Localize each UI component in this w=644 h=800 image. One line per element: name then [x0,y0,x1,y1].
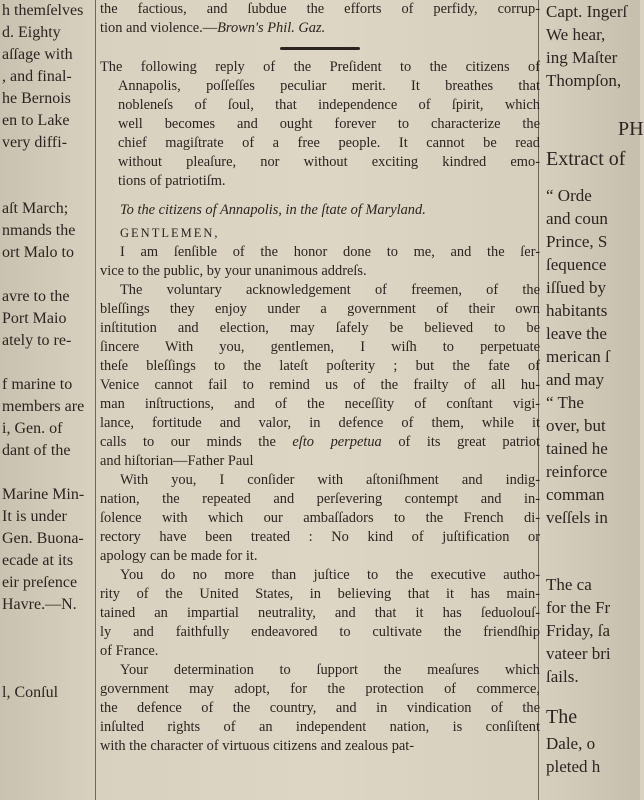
text-line: bleſſings they enjoy under a government of their own [100,301,540,317]
text-line: ſails. [546,667,579,686]
intro-paragraph [100,58,540,191]
text-line: Venice cannot fail to remind us of the frailty of all hu- [100,377,540,393]
text-line: aſſage with [2,46,73,63]
text-line: reinforce [546,462,608,481]
text-line: theſe bleſſings to the lateſt poſterity ; but the fate of [100,358,540,374]
text-line: Capt. Ingerſ [546,2,628,21]
source-credit: Brown's Phil. Gaz. [217,20,326,36]
text-line [0,154,92,176]
text-line: Port Maio [2,310,67,327]
text-line: I am ſenſible of the honor done to me, and the ſer- [120,244,540,260]
text-line [100,19,540,38]
text-line [0,264,92,286]
text-line: apology can be made for it. [100,548,258,564]
text-line: The following reply of the Preſident to the citizens of [100,59,540,75]
text-line: man inſtructions, and of the neceſſity of conſtant vigi- [100,396,540,412]
text-line: well becomes and ought forever to characterize the [118,116,540,132]
text-line: with the character of virtuous citizens and zealous pat- [100,738,415,754]
text-line: ſincere With you, gentlemen, I wiſh to perpetuate [100,339,540,355]
text-line: Friday, ſa [546,621,611,640]
text-line: “ Orde [546,186,592,205]
text-line: l, Conſul [2,684,59,701]
text-line [0,616,92,638]
text-line: h themſelves [2,2,84,19]
right-column [542,0,644,800]
text-line: for the Fr [546,598,611,617]
text-line: leave the [546,324,607,343]
right-body-lines [542,573,640,688]
text-line: Your determination to ſupport the meaſures which [120,662,540,678]
text-line: tained an impartial neutrality, and that it has ſeduolouſ- [100,605,540,621]
text-line: he Bernois [2,90,71,107]
text-line: vice to the public, by your unanimous addreſs. [100,263,367,279]
text-line: Prince, S [546,232,608,251]
text-line: government may adopt, for the protection of commerce, [100,681,540,697]
middle-column [100,0,540,800]
text-line [0,352,92,374]
text-line: Thompſon, [546,71,622,90]
text-line: very diffi- [2,134,68,151]
text-line: ſolence with which our ambaſſadors to the French di- [100,510,540,526]
text-line [0,176,92,198]
text-line: We hear, [546,25,606,44]
text-line: inſulted rights of an independent nation, is conſiſtent [100,719,540,735]
text-line: You do no more than juſtice to the executive autho- [120,567,540,583]
section-heading: PH [618,118,644,140]
text-line: members are [2,398,85,415]
text-line: and hiſtorian—Father Paul [100,453,254,469]
text-line: iſſued by [546,278,606,297]
text-line: Dale, o [546,734,596,753]
text-line: The [546,706,578,728]
text-line: The voluntary acknowledgement of freemen, of the [120,282,540,298]
text-line: ort Malo to [2,244,74,261]
text-line: calls to our minds the eſto perpetua of its great patriot [100,434,540,450]
section-subheading: Extract of [546,148,626,170]
text-line: tained he [546,439,608,458]
text-line: tions of patriotiſm. [118,173,226,189]
text-line: With you, I conſider with aſtoniſhment and indig- [120,472,540,488]
text-line [0,748,92,770]
text-line: Marine Min- [2,486,85,503]
text-line: ately to re- [2,332,72,349]
text-line: and may [546,370,605,389]
text-line [0,726,92,748]
text-line: ly and faithfully endeavored to cultivate the friendſhip [100,624,540,640]
text-line: The ca [546,575,592,594]
right-body-lines [542,702,640,778]
text-line: of France. [100,643,159,659]
text-line: and coun [546,209,608,228]
salutation: GENTLEMEN, [120,226,220,240]
text-line: en to Lake [2,112,70,129]
text-line [0,704,92,726]
text-line: It is under [2,508,67,525]
right-body-lines [542,184,640,529]
text-line: chief magiſtrate of a free people. It cannot be read [118,135,540,151]
text-line: rectory have been treated : No kind of juſtification or [100,529,540,545]
text-line: d. Eighty [2,24,61,41]
text-line [0,638,92,660]
text-line: Havre.—N. [2,596,77,613]
text-line: , and final- [2,68,72,85]
address-heading: To the citizens of Annapolis, in the ſtate of Maryland. [120,202,426,218]
text-line: dant of the [2,442,71,459]
text-line: without pleaſure, nor without exciting kindred emo- [118,154,540,170]
text-line: aſt March; [2,200,69,217]
text-line: Annapolis, poſſeſſes peculiar merit. It breathes that [118,78,540,94]
text-line: eir preſence [2,574,78,591]
text-line: nmands the [2,222,76,239]
text-line: merican ſ [546,347,610,366]
text-line: over, but [546,416,606,435]
letter-body [100,243,540,756]
text-line: ſequence [546,255,607,274]
section-separator [100,38,540,58]
text-line: pleted h [546,757,601,776]
text-line: vateer bri [546,644,611,663]
text-line: the factious, and ſubdue the efforts of perfidy, corrup- [100,1,540,17]
text-line: “ The [546,393,584,412]
text-line: i, Gen. of [2,420,63,437]
text-line: inſtitution and election, may ſafely be believed to be [100,320,540,336]
text-line: avre to the [2,288,70,305]
text-line: veſſels in [546,508,608,527]
text-line [0,660,92,682]
text-line: ing Maſter [546,48,618,67]
text-line: f marine to [2,376,73,393]
text-line: the defence of the country, and in vindication of the [100,700,540,716]
text-line: Gen. Buona- [2,530,84,547]
column-rule [95,0,96,800]
text-line: nation, the repeated and perſevering contempt and in- [100,491,540,507]
text-line [0,462,92,484]
text-line: lance, fortitude and valor, in defence of them, while it [100,415,540,431]
text-fragment: tion and violence.—Brown's Phil. Gaz. [100,20,326,36]
text-line: rity of the United States, in believing that it has main- [100,586,540,602]
text-line: nobleneſs of ſoul, that independence of ſpirit, which [118,97,540,113]
text-line: habitants [546,301,608,320]
latin-phrase: eſto perpetua [292,434,382,450]
right-top-lines [542,0,640,92]
text-line: comman [546,485,605,504]
text-line: ecade at its [2,552,74,569]
left-column [0,0,92,800]
